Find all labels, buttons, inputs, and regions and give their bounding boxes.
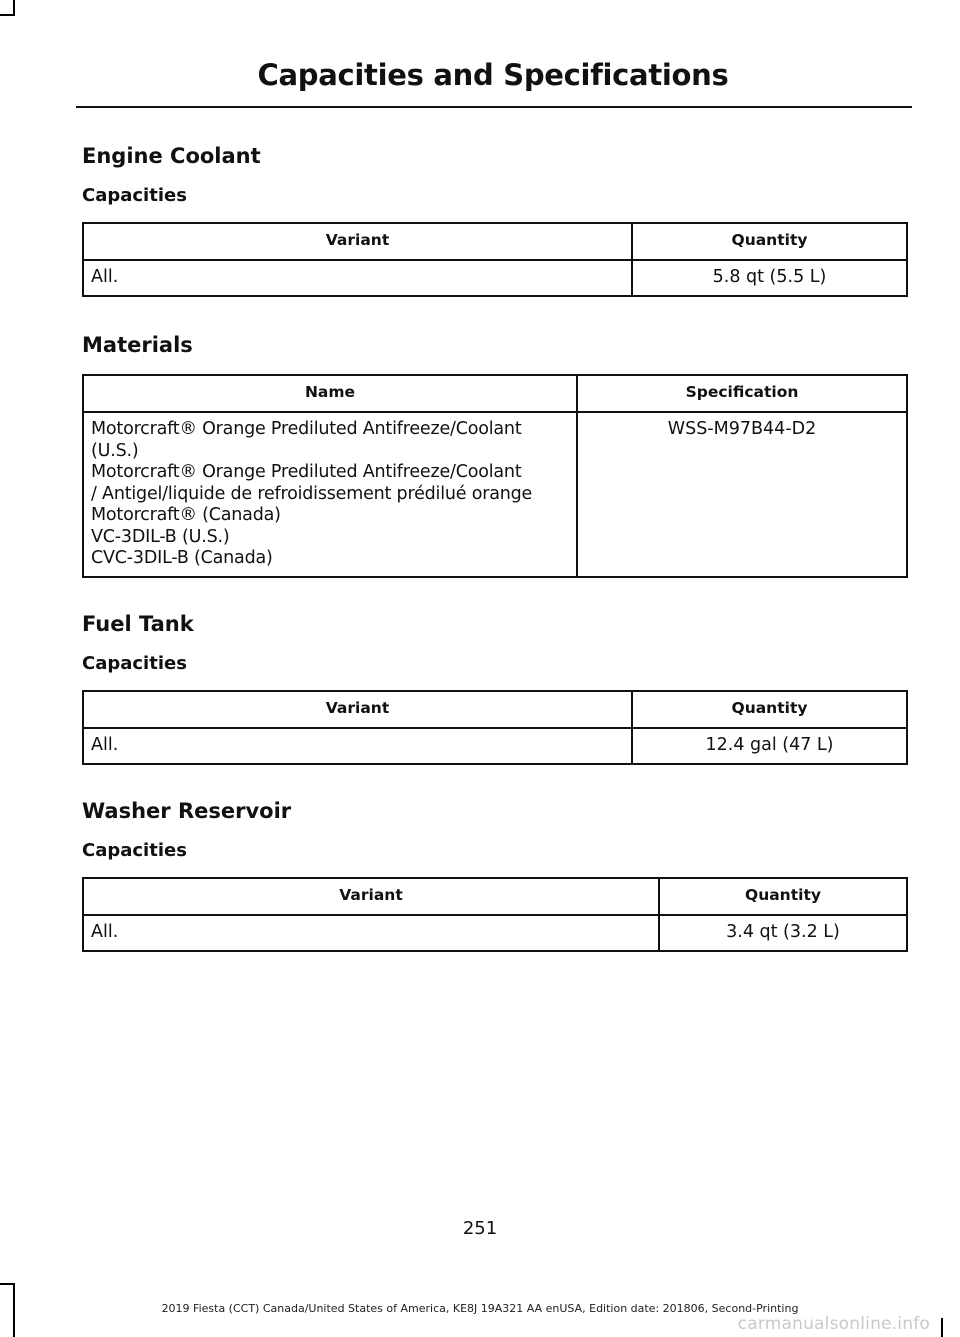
column-header-quantity: Quantity <box>659 878 907 915</box>
table-header-row <box>83 223 907 260</box>
fuel-tank-capacities-table <box>82 690 908 765</box>
page-header <box>0 58 960 92</box>
table-row <box>83 915 907 951</box>
page-title: Capacities and Specifications <box>257 58 729 92</box>
column-header-variant: Variant <box>83 878 659 915</box>
section-engine-coolant <box>82 144 906 578</box>
column-header-name: Name <box>83 375 577 412</box>
section-fuel-tank <box>82 612 906 765</box>
column-header-variant: Variant <box>83 691 632 728</box>
crop-mark-bottom-right-v <box>941 1318 943 1337</box>
section-title: Fuel Tank <box>82 611 194 636</box>
quantity-cell: 5.8 qt (5.5 L) <box>632 260 907 296</box>
variant-cell: All. <box>83 915 659 951</box>
material-name-cell: Motorcraft® Orange Prediluted Antifreeze/Coolant (U.S.) Motorcraft® Orange Prediluted Antifreeze/Coolant / Antigel/liquide de refroidissement prédilué orange Motorcraft® (Canada) VC-3DIL-B (U.S.) CVC-3DIL-B (Canada) <box>83 412 577 577</box>
subsection-title-capacities: Capacities <box>82 839 187 861</box>
crop-mark-top-left-h <box>0 14 15 16</box>
page-content <box>82 144 906 952</box>
engine-coolant-materials-table <box>82 374 908 578</box>
engine-coolant-capacities-table <box>82 222 908 297</box>
section-title: Engine Coolant <box>82 144 261 168</box>
quantity-cell: 12.4 gal (47 L) <box>632 728 907 764</box>
header-divider <box>76 106 912 108</box>
subsection-title-capacities: Capacities <box>82 652 187 674</box>
table-header-row <box>83 878 907 915</box>
page-number: 251 <box>462 1218 498 1239</box>
column-header-quantity: Quantity <box>632 691 907 728</box>
crop-mark-bottom-left-h <box>0 1283 15 1285</box>
table-row <box>83 260 907 296</box>
table-row <box>83 728 907 764</box>
subsection-title-capacities: Capacities <box>82 185 187 206</box>
column-header-variant: Variant <box>83 223 632 260</box>
section-title: Washer Reservoir <box>82 798 292 823</box>
washer-reservoir-capacities-table <box>82 877 908 952</box>
specification-cell: WSS-M97B44-D2 <box>577 412 907 577</box>
table-row <box>83 412 907 577</box>
quantity-cell: 3.4 qt (3.2 L) <box>659 915 907 951</box>
crop-mark-top-left-v <box>13 0 15 14</box>
variant-cell: All. <box>83 728 632 764</box>
watermark: carmanualsonline.info <box>737 1314 930 1334</box>
variant-cell: All. <box>83 260 632 296</box>
column-header-specification: Specification <box>577 375 907 412</box>
footer-edition-info: 2019 Fiesta (CCT) Canada/United States of America, KE8J 19A321 AA enUSA, Edition date: 201806, Second-Printing <box>161 1302 799 1315</box>
subsection-title-materials: Materials <box>82 333 193 357</box>
table-header-row <box>83 691 907 728</box>
section-washer-reservoir <box>82 799 906 952</box>
column-header-quantity: Quantity <box>632 223 907 260</box>
table-header-row <box>83 375 907 412</box>
